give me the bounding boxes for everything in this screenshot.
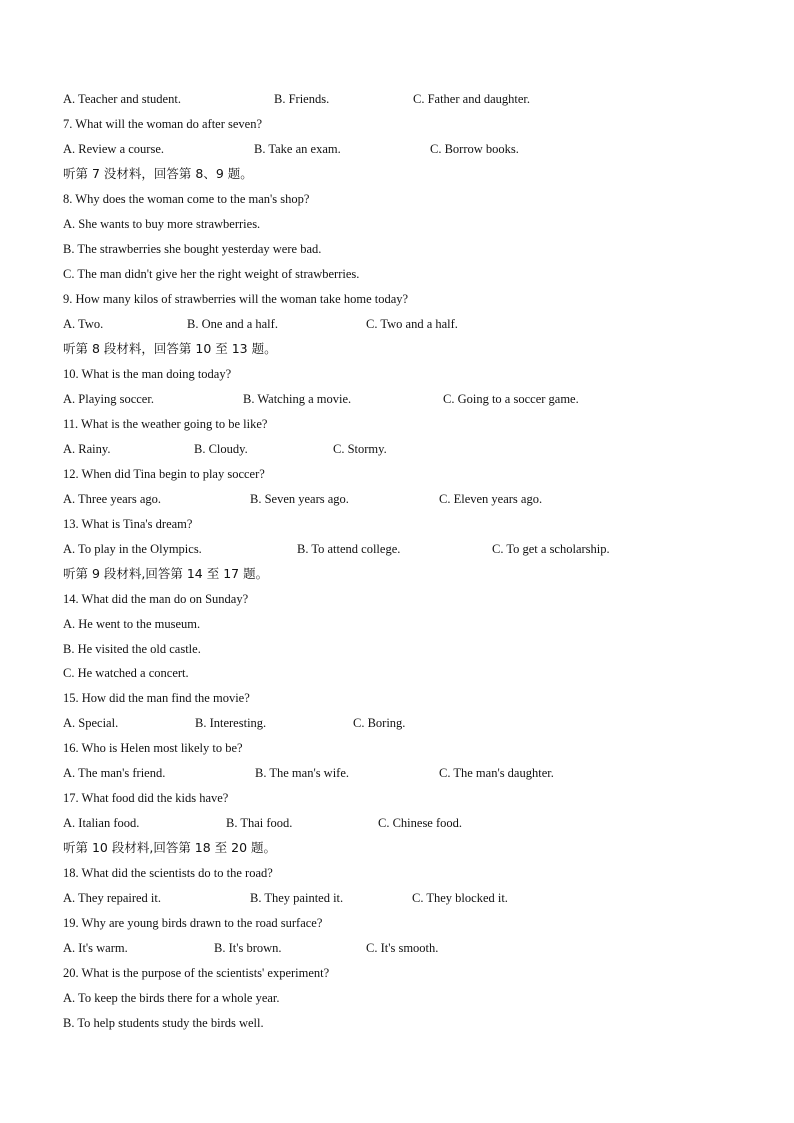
option-b: B. Friends. [274,92,330,106]
section-heading: 听第 10 段材料,回答第 18 至 20 题。 [63,840,277,855]
option-a: A. Three years ago. [63,492,161,506]
question-17: 17. What food did the kids have? [63,791,229,805]
option-c: C. They blocked it. [412,891,508,905]
option-c: C. Eleven years ago. [439,492,543,506]
question-19: 19. Why are young birds drawn to the road surface? [63,916,323,930]
option-c: C. Two and a half. [366,317,458,331]
option-b: B. They painted it. [250,891,344,905]
option-b: B. The strawberries she bought yesterday were bad. [63,242,322,256]
option-c: C. He watched a concert. [63,666,189,680]
option-b: B. Take an exam. [254,142,341,156]
option-a: A. He went to the museum. [63,617,201,631]
option-a: A. The man's friend. [63,766,166,780]
option-a: A. Italian food. [63,816,140,830]
option-c: C. The man didn't give her the right weight of strawberries. [63,267,360,281]
question-18: 18. What did the scientists do to the road? [63,866,273,880]
option-c: C. Stormy. [333,442,387,456]
question-9: 9. How many kilos of strawberries will the woman take home today? [63,292,409,306]
question-15: 15. How did the man find the movie? [63,691,250,705]
option-b: B. To attend college. [297,542,401,556]
option-b: B. Watching a movie. [243,392,352,406]
question-20: 20. What is the purpose of the scientists' experiment? [63,966,330,980]
option-b: B. Seven years ago. [250,492,349,506]
option-a: A. Review a course. [63,142,165,156]
option-b: B. It's brown. [214,941,282,955]
section-heading: 听第 9 段材料,回答第 14 至 17 题。 [63,566,269,581]
option-a: A. To play in the Olympics. [63,542,202,556]
question-7: 7. What will the woman do after seven? [63,117,263,131]
option-c: C. Boring. [353,716,406,730]
option-a: A. Teacher and student. [63,92,181,106]
option-c: C. Borrow books. [430,142,519,156]
option-b: B. He visited the old castle. [63,642,201,656]
option-b: B. One and a half. [187,317,278,331]
option-c: C. To get a scholarship. [492,542,610,556]
option-a: A. Two. [63,317,104,331]
option-c: C. Chinese food. [378,816,463,830]
option-c: C. Going to a soccer game. [443,392,579,406]
option-a: A. To keep the birds there for a whole year. [63,991,280,1005]
question-13: 13. What is Tina's dream? [63,517,193,531]
option-a: A. Special. [63,716,119,730]
option-b: B. Thai food. [226,816,293,830]
option-a: A. They repaired it. [63,891,161,905]
question-12: 12. When did Tina begin to play soccer? [63,467,265,481]
option-a: A. Rainy. [63,442,111,456]
section-heading: 听第 7 没材料，回答第 8、9 题。 [63,166,253,181]
option-a: A. It's warm. [63,941,128,955]
option-c: C. Father and daughter. [413,92,530,106]
option-b: B. Interesting. [195,716,267,730]
question-11: 11. What is the weather going to be like? [63,417,268,431]
option-c: C. It's smooth. [366,941,439,955]
question-10: 10. What is the man doing today? [63,367,232,381]
option-b: B. Cloudy. [194,442,248,456]
option-b: B. The man's wife. [255,766,350,780]
section-heading: 听第 8 段材料，回答第 10 至 13 题。 [63,341,277,356]
question-14: 14. What did the man do on Sunday? [63,592,249,606]
option-c: C. The man's daughter. [439,766,554,780]
option-b: B. To help students study the birds well. [63,1016,264,1030]
question-8: 8. Why does the woman come to the man's shop? [63,192,310,206]
question-16: 16. Who is Helen most likely to be? [63,741,243,755]
option-a: A. Playing soccer. [63,392,154,406]
option-a: A. She wants to buy more strawberries. [63,217,261,231]
